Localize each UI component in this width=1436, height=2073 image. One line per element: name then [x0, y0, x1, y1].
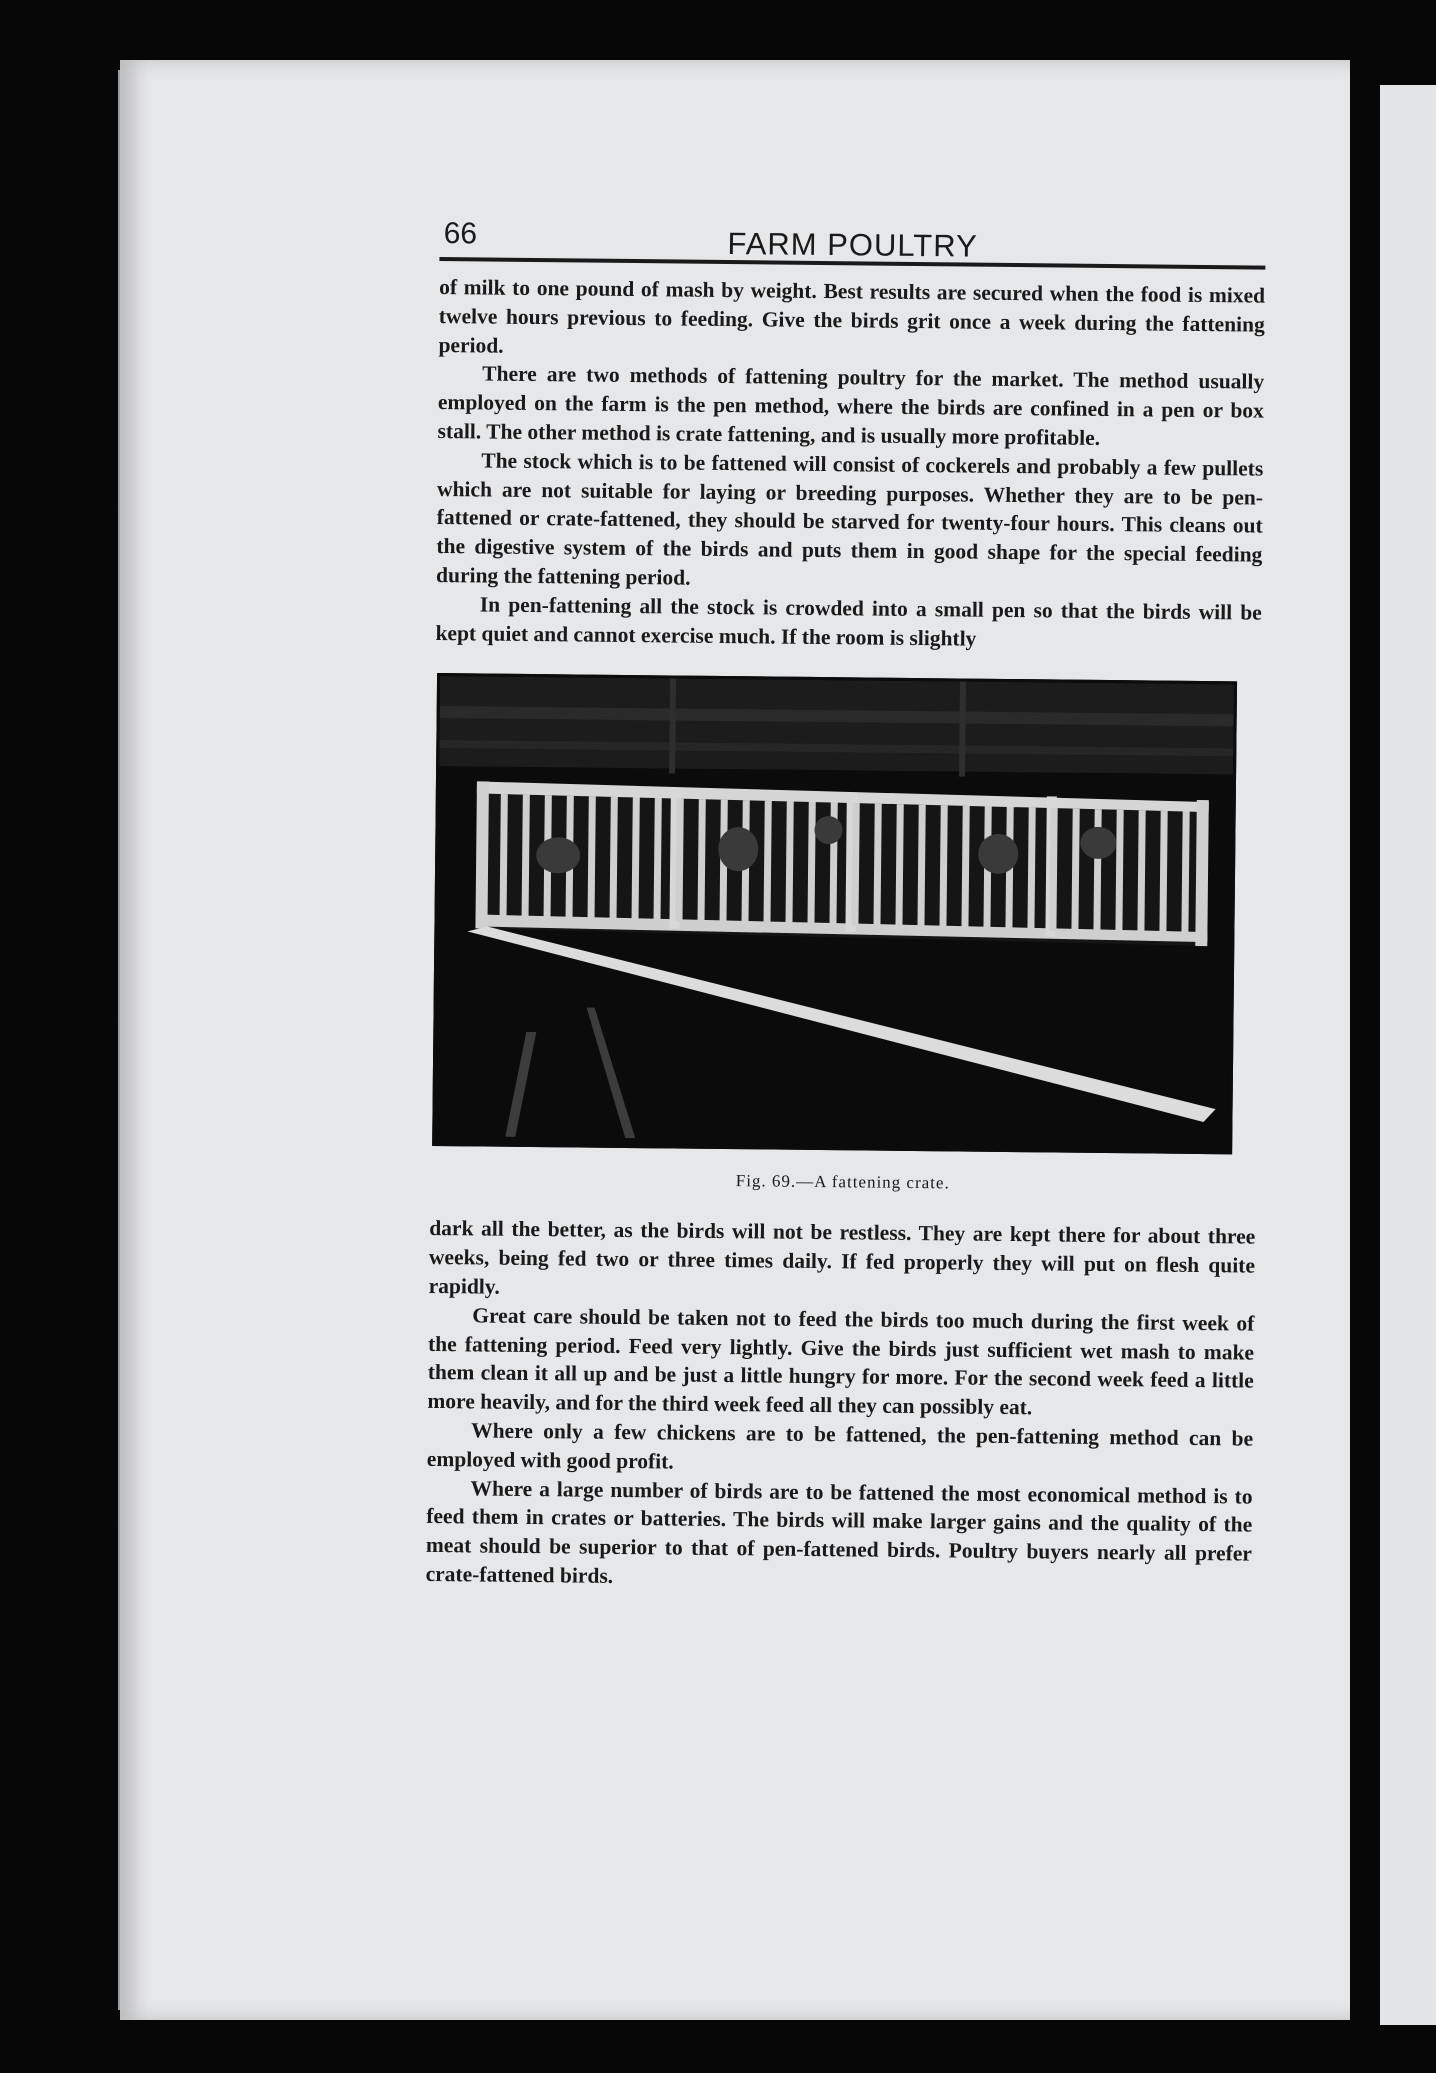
paragraph: Where only a few chickens are to be fattened, the pen-fattening method can be employed with good profit. — [426, 1418, 1254, 1474]
page-content — [426, 205, 1266, 1597]
crate-slat — [807, 802, 815, 925]
crate-slat — [851, 803, 859, 926]
running-title: FARM POULTRY — [727, 226, 978, 264]
crate-slat — [632, 798, 640, 921]
crate-slat — [500, 794, 508, 917]
paragraph: In pen-fattening all the stock is crowded into a small pen so that the birds will be kept quiet and cannot exercise much. If the room is slightly — [435, 592, 1262, 651]
crate-slat — [1181, 812, 1189, 935]
crate-illustration — [435, 676, 1234, 1151]
crate-slat — [1115, 810, 1123, 933]
crate-slat — [654, 798, 662, 921]
crate-slat — [1137, 811, 1145, 934]
crate-slat — [698, 799, 706, 922]
paragraph: Where a large number of birds are to be fattened the most economical method is to feed them in crates or batteries. The birds will make larger gains and the quality of the meat should be superior to that of pen-fattened birds. Poultry buyers nearly all prefer crate-fattened birds. — [425, 1475, 1253, 1588]
crate-slat — [610, 797, 618, 920]
crate-slat — [785, 802, 793, 925]
crate-slat — [676, 799, 684, 922]
paragraph: dark all the better, as the birds will not be restless. They are kept there for about three weeks, being fed two or three times daily. If fed properly they will put on flesh quite rapidly. — [428, 1216, 1256, 1299]
figure — [430, 673, 1261, 1197]
figure-caption: Fig. 69.—A fattening crate. — [735, 1171, 950, 1193]
crate-slat — [522, 795, 530, 918]
page-header — [439, 205, 1266, 270]
crate-slat — [917, 805, 925, 928]
page-number: 66 — [443, 217, 478, 251]
crate-slat — [895, 804, 903, 927]
facing-page-edge — [1380, 85, 1436, 2025]
crate-slat — [1071, 809, 1079, 932]
paragraph: Great care should be taken not to feed the birds too much during the first week of the fattening period. Feed very lightly. Give the birds just sufficient wet mash to make them clean it all up and be just a little hungry for more. For the second week feed a little more heavily, and for the third week feed all they can possibly eat. — [427, 1303, 1255, 1420]
crate-slat — [588, 797, 596, 920]
crate-slat — [763, 801, 771, 924]
paragraph: There are two methods of fattening poultry for the market. The method usually employed on the farm is the pen method, where the birds are confined in a pen or box stall. The other method is crate fattening, and is usually more profitable. — [437, 361, 1265, 450]
fattening-crate-photo — [432, 673, 1237, 1154]
crate-slat — [939, 806, 947, 929]
paragraph: of milk to one pound of mash by weight. Best results are secured when the food is mixed twelve hours previous to feeding. Give the birds grit once a week during the fattening period. — [438, 274, 1266, 358]
crate-slat — [873, 804, 881, 927]
crate-slat — [1159, 811, 1167, 934]
crate-slat — [1049, 808, 1057, 931]
paragraph: The stock which is to be fattened will consist of cockerels and probably a few pullets which are not suitable for laying or breeding purposes. Whether they are to be pen-fattened or crate-fattened, they should be starved for twenty-four hours. This cleans out the digestive system of the birds and puts them in good shape for the special feeding during the fattening period. — [436, 448, 1264, 590]
crate-slat — [961, 806, 969, 929]
crate-slat — [1027, 808, 1035, 931]
